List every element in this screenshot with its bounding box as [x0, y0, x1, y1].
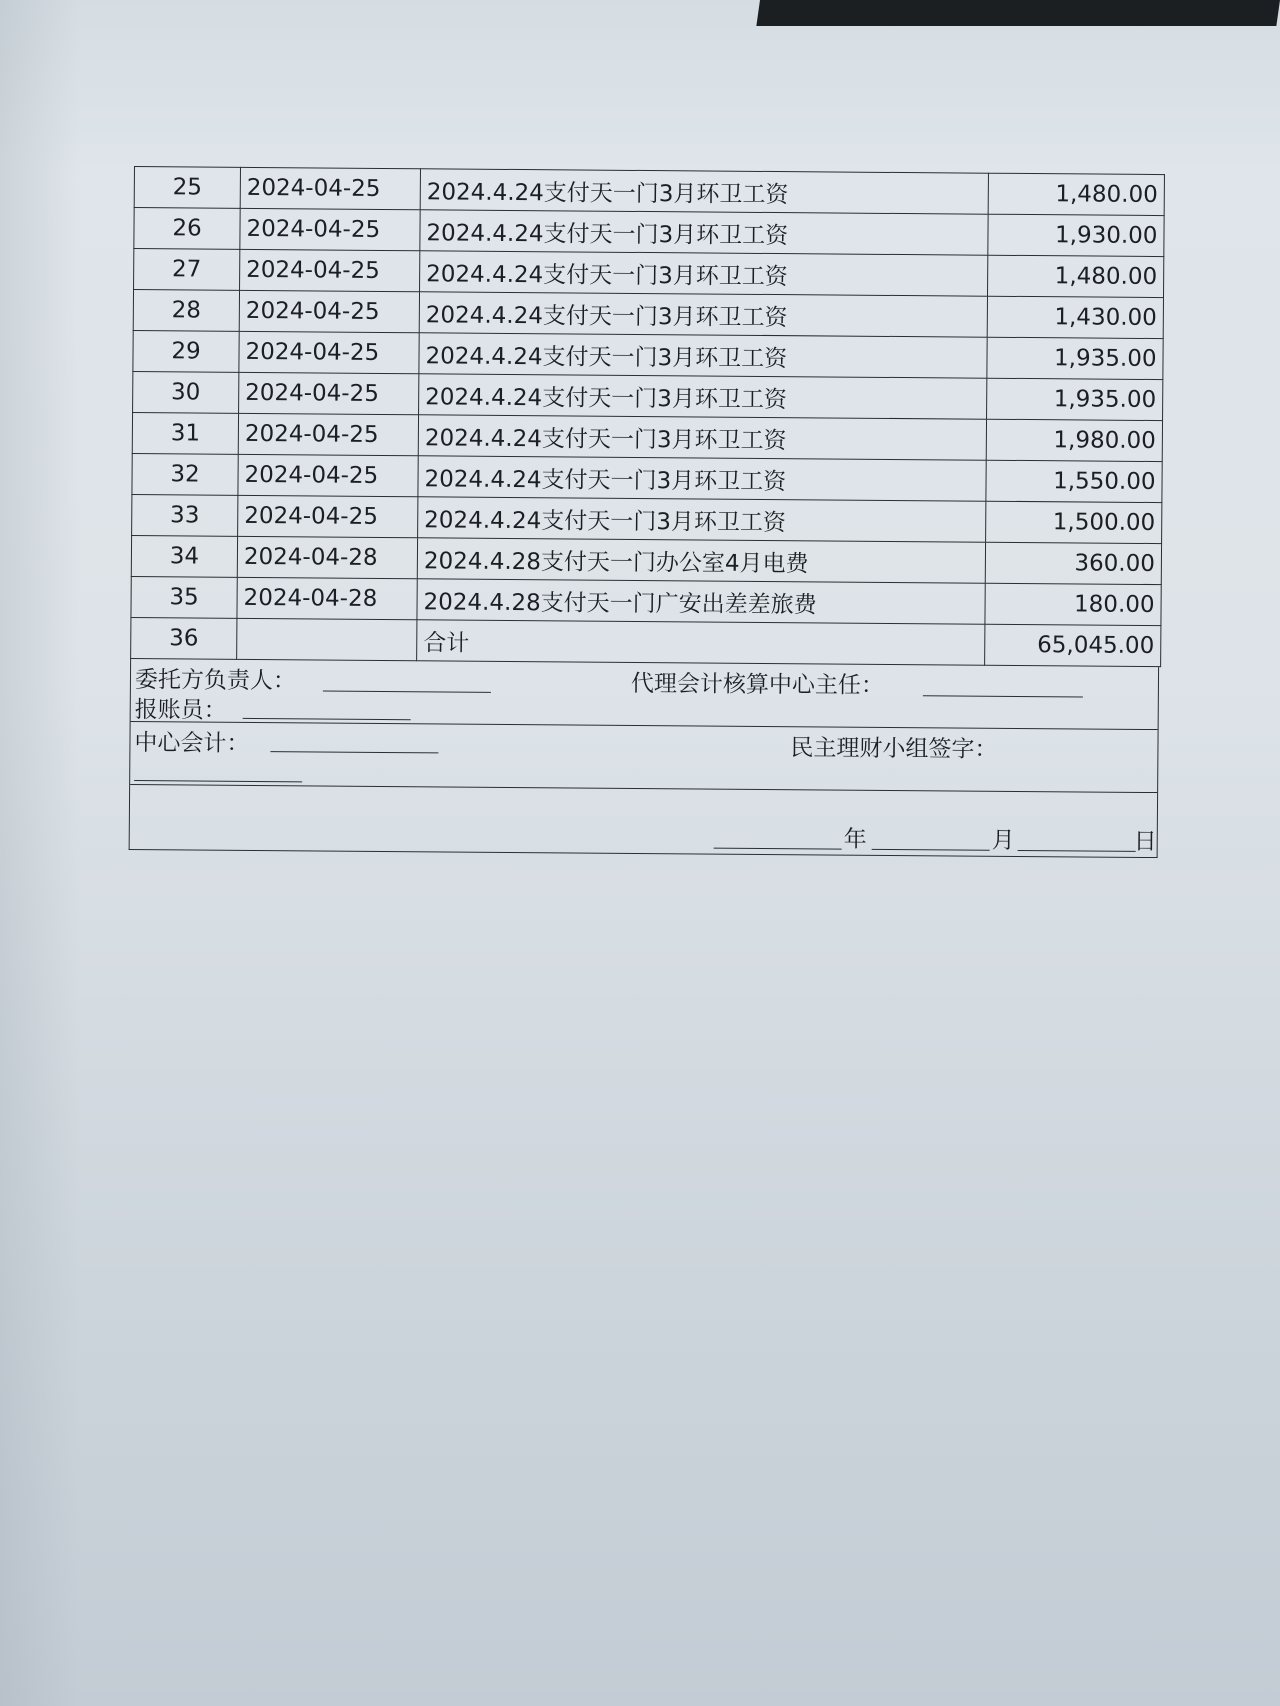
row-amount: 1,930.00	[988, 214, 1164, 256]
center-accountant-label: 中心会计：	[134, 730, 250, 757]
row-amount: 1,500.00	[986, 501, 1162, 543]
row-amount: 65,045.00	[985, 624, 1161, 666]
row-number: 34	[131, 535, 237, 577]
row-number: 30	[133, 371, 239, 413]
bookkeeper-blank	[243, 718, 411, 720]
row-amount: 180.00	[985, 583, 1161, 625]
row-summary: 2024.4.28支付天一门办公室4月电费	[417, 538, 985, 583]
day-label: 日	[1133, 828, 1157, 856]
year-label: 年	[843, 826, 867, 853]
ledger-sheet	[129, 166, 1164, 858]
row-date: 2024-04-25	[240, 249, 420, 291]
row-number: 33	[132, 494, 238, 536]
row-number: 25	[134, 167, 240, 209]
row-summary: 2024.4.24支付天一门3月环卫工资	[419, 292, 987, 337]
row-date: 2024-04-25	[239, 331, 419, 373]
row-number: 26	[134, 208, 240, 250]
row-amount: 1,935.00	[987, 378, 1163, 420]
dark-background-corner	[756, 0, 1280, 26]
row-date: 2024-04-25	[240, 208, 420, 250]
month-blank	[872, 849, 990, 851]
row-amount: 1,935.00	[987, 337, 1163, 379]
row-amount: 1,480.00	[988, 173, 1164, 215]
row-date: 2024-04-25	[240, 167, 420, 209]
ledger-table	[130, 166, 1165, 667]
finance-group-label: 民主理财小组签字：	[790, 735, 998, 763]
row-number: 35	[131, 576, 237, 618]
row-number: 32	[132, 453, 238, 495]
finance-group-blank	[134, 780, 302, 782]
signature-row-2	[130, 722, 1157, 793]
row-summary: 2024.4.24支付天一门3月环卫工资	[418, 415, 986, 460]
row-number: 28	[133, 290, 239, 332]
row-amount: 1,480.00	[988, 255, 1164, 297]
client-head-blank	[323, 690, 491, 692]
row-date: 2024-04-28	[237, 536, 417, 578]
row-date: 2024-04-25	[239, 290, 419, 332]
row-amount: 360.00	[985, 542, 1161, 584]
row-date	[237, 618, 417, 660]
center-director-blank	[923, 695, 1083, 697]
row-amount: 1,430.00	[987, 296, 1163, 338]
bookkeeper-label: 报账员：	[134, 697, 227, 724]
client-head-label: 委托方负责人：	[134, 667, 297, 695]
center-director-label: 代理会计核算中心主任：	[630, 670, 885, 699]
row-summary: 2024.4.24支付天一门3月环卫工资	[419, 333, 987, 378]
row-date: 2024-04-25	[238, 454, 418, 496]
row-date: 2024-04-25	[239, 372, 419, 414]
signature-block	[129, 659, 1159, 858]
row-date: 2024-04-25	[238, 413, 418, 455]
row-summary: 2024.4.24支付天一门3月环卫工资	[418, 497, 986, 542]
date-row	[130, 785, 1157, 857]
year-blank	[714, 848, 842, 850]
row-summary: 2024.4.24支付天一门3月环卫工资	[418, 456, 986, 501]
row-amount: 1,550.00	[986, 460, 1162, 502]
row-date: 2024-04-28	[237, 577, 417, 619]
row-summary: 2024.4.24支付天一门3月环卫工资	[420, 210, 988, 255]
row-summary: 2024.4.28支付天一门广安出差差旅费	[417, 579, 985, 624]
row-number: 29	[133, 330, 239, 372]
day-blank	[1018, 850, 1136, 852]
ledger-body	[131, 167, 1165, 667]
row-summary: 2024.4.24支付天一门3月环卫工资	[420, 169, 988, 214]
month-label: 月	[991, 827, 1015, 854]
row-date: 2024-04-25	[238, 495, 418, 537]
signature-row-1	[131, 659, 1158, 730]
paper-shadow	[0, 0, 80, 1706]
row-number: 31	[132, 412, 238, 454]
row-summary: 2024.4.24支付天一门3月环卫工资	[419, 374, 987, 419]
row-number: 27	[134, 249, 240, 291]
row-number: 36	[131, 617, 237, 659]
row-summary: 合计	[417, 620, 985, 665]
row-summary: 2024.4.24支付天一门3月环卫工资	[420, 251, 988, 296]
center-accountant-blank	[270, 751, 438, 753]
row-amount: 1,980.00	[986, 419, 1162, 461]
